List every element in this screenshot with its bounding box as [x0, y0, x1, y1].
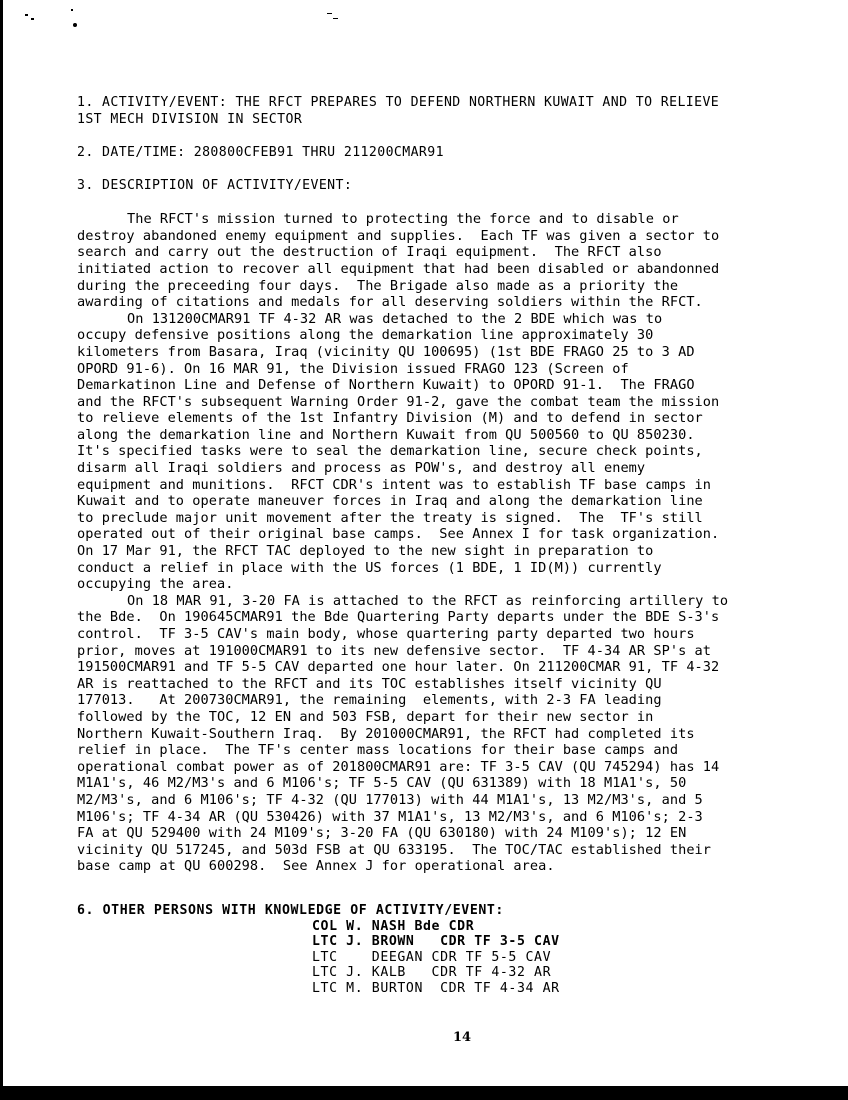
text-line: vicinity QU 517245, and 503d FSB at QU 633195. The TOC/TAC established their [77, 841, 712, 858]
text-line: during the preceeding four days. The Brigade also made as a priority the [77, 277, 679, 294]
description-heading: 3. DESCRIPTION OF ACTIVITY/EVENT: [77, 177, 353, 193]
text-line: FA at QU 529400 with 24 M109's; 3-20 FA (QU 630180) with 24 M109's); 12 EN [77, 825, 687, 842]
text-line: Demarkatinon Line and Defense of Northern Kuwait) to OPORD 91-1. The FRAGO [77, 377, 695, 394]
other-persons-heading: 6. OTHER PERSONS WITH KNOWLEDGE OF ACTIVITY/EVENT: [77, 903, 504, 918]
text-line: conduct a relief in place with the US forces (1 BDE, 1 ID(M)) currently [77, 559, 662, 576]
text-line: M106's; TF 4-34 AR (QU 530426) with 37 M1A1's, 13 M2/M3's, and 6 M106's; 2-3 [77, 808, 703, 825]
text-line: It's specified tasks were to seal the demarkation line, secure check points, [77, 443, 703, 460]
text-line: Kuwait and to operate maneuver forces in Iraq and along the demarkation line [77, 493, 703, 510]
scan-bottom-edge [0, 1086, 848, 1100]
text-line: base camp at QU 600298. See Annex J for operational area. [77, 858, 555, 875]
description-paragraph-1 [77, 211, 817, 311]
text-line: AR is reattached to the RFCT and its TOC establishes itself vicinity QU [77, 675, 662, 692]
text-line: On 18 MAR 91, 3-20 FA is attached to the RFCT as reinforcing artillery to [127, 592, 729, 609]
text-line: occupying the area. [77, 576, 234, 593]
text-line: and the RFCT's subsequent Warning Order 91-2, gave the combat team the mission [77, 393, 720, 410]
text-line: destroy abandoned enemy equipment and supplies. Each TF was given a sector to [77, 227, 720, 244]
text-line: the Bde. On 190645CMAR91 the Bde Quartering Party departs under the BDE S-3's [77, 609, 720, 626]
activity-event-line: 1. ACTIVITY/EVENT: THE RFCT PREPARES TO DEFEND NORTHERN KUWAIT AND TO RELIEVE [77, 95, 720, 110]
text-line: On 131200CMAR91 TF 4-32 AR was detached to the 2 BDE which was to [127, 310, 663, 327]
text-line: prior, moves at 191000CMAR91 to its new defensive sector. TF 4-34 AR SP's at [77, 642, 712, 659]
document-body [77, 95, 817, 875]
description-paragraph-2 [77, 311, 817, 593]
text-line: OPORD 91-6). On 16 MAR 91, the Division issued FRAGO 123 (Screen of [77, 360, 629, 377]
person-entry: LTC M. BURTON CDR TF 4-34 AR [312, 980, 560, 996]
text-line: search and carry out the destruction of Iraqi equipment. The RFCT also [77, 244, 662, 261]
activity-event-line: 1ST MECH DIVISION IN SECTOR [77, 111, 303, 127]
text-line: The RFCT's mission turned to protecting the force and to disable or [127, 211, 679, 228]
text-line: relief in place. The TF's center mass locations for their base camps and [77, 742, 679, 759]
scan-speck [31, 18, 34, 20]
text-line: occupy defensive positions along the demarkation line approximately 30 [77, 327, 654, 344]
text-line: followed by the TOC, 12 EN and 503 FSB, depart for their new sector in [77, 708, 654, 725]
text-line: operational combat power as of 201800CMAR91 are: TF 3-5 CAV (QU 745294) has 14 [77, 758, 720, 775]
text-line: Northern Kuwait-Southern Iraq. By 201000CMAR91, the RFCT had completed its [77, 725, 695, 742]
text-line: operated out of their original base camps. See Annex I for task organization. [77, 526, 720, 543]
person-entry: LTC J. BROWN CDR TF 3-5 CAV [312, 934, 560, 949]
text-line: to relieve elements of the 1st Infantry Division (M) and to defend in sector [77, 410, 703, 427]
scan-speck [327, 13, 332, 14]
text-line: control. TF 3-5 CAV's main body, whose quartering party departed two hours [77, 626, 695, 642]
date-time-line: 2. DATE/TIME: 280800CFEB91 THRU 211200CMAR91 [77, 144, 444, 160]
text-line: to preclude major unit movement after the treaty is signed. The TF's still [77, 509, 703, 526]
text-line: awarding of citations and medals for all deserving soldiers within the RFCT. [77, 294, 703, 311]
text-line: On 17 Mar 91, the RFCT TAC deployed to the new sight in preparation to [77, 543, 654, 560]
other-persons-section [77, 903, 560, 996]
scan-speck [73, 23, 77, 27]
text-line: 191500CMAR91 and TF 5-5 CAV departed one hour later. On 211200CMAR 91, TF 4-32 [77, 659, 720, 676]
text-line: initiated action to recover all equipment that had been disabled or abandonned [77, 260, 720, 277]
text-line: M1A1's, 46 M2/M3's and 6 M106's; TF 5-5 CAV (QU 631389) with 18 M1A1's, 50 [77, 775, 687, 792]
text-line: 177013. At 200730CMAR91, the remaining elements, with 2-3 FA leading [77, 692, 662, 709]
text-line: disarm all Iraqi soldiers and process as POW's, and destroy all enemy [77, 460, 646, 477]
text-line: kilometers from Basara, Iraq (vicinity QU 100695) (1st BDE FRAGO 25 to 3 AD [77, 343, 695, 360]
person-entry: COL W. NASH Bde CDR [312, 918, 475, 934]
description-paragraph-3 [77, 593, 817, 875]
text-line: along the demarkation line and Northern Kuwait from QU 500560 to QU 850230. [77, 426, 695, 443]
page-number: 14 [453, 1030, 472, 1045]
person-entry: LTC J. KALB CDR TF 4-32 AR [312, 965, 552, 980]
scan-speck [333, 18, 338, 19]
scan-left-edge [0, 0, 3, 1086]
text-line: M2/M3's, and 6 M106's; TF 4-32 (QU 177013) with 44 M1A1's, 13 M2/M3's, and 5 [77, 791, 703, 808]
text-line: equipment and munitions. RFCT CDR's intent was to establish TF base camps in [77, 476, 712, 493]
person-entry: LTC DEEGAN CDR TF 5-5 CAV [312, 949, 552, 965]
scan-speck [25, 14, 28, 16]
activity-event-section [77, 95, 817, 128]
scan-speck [71, 9, 73, 11]
